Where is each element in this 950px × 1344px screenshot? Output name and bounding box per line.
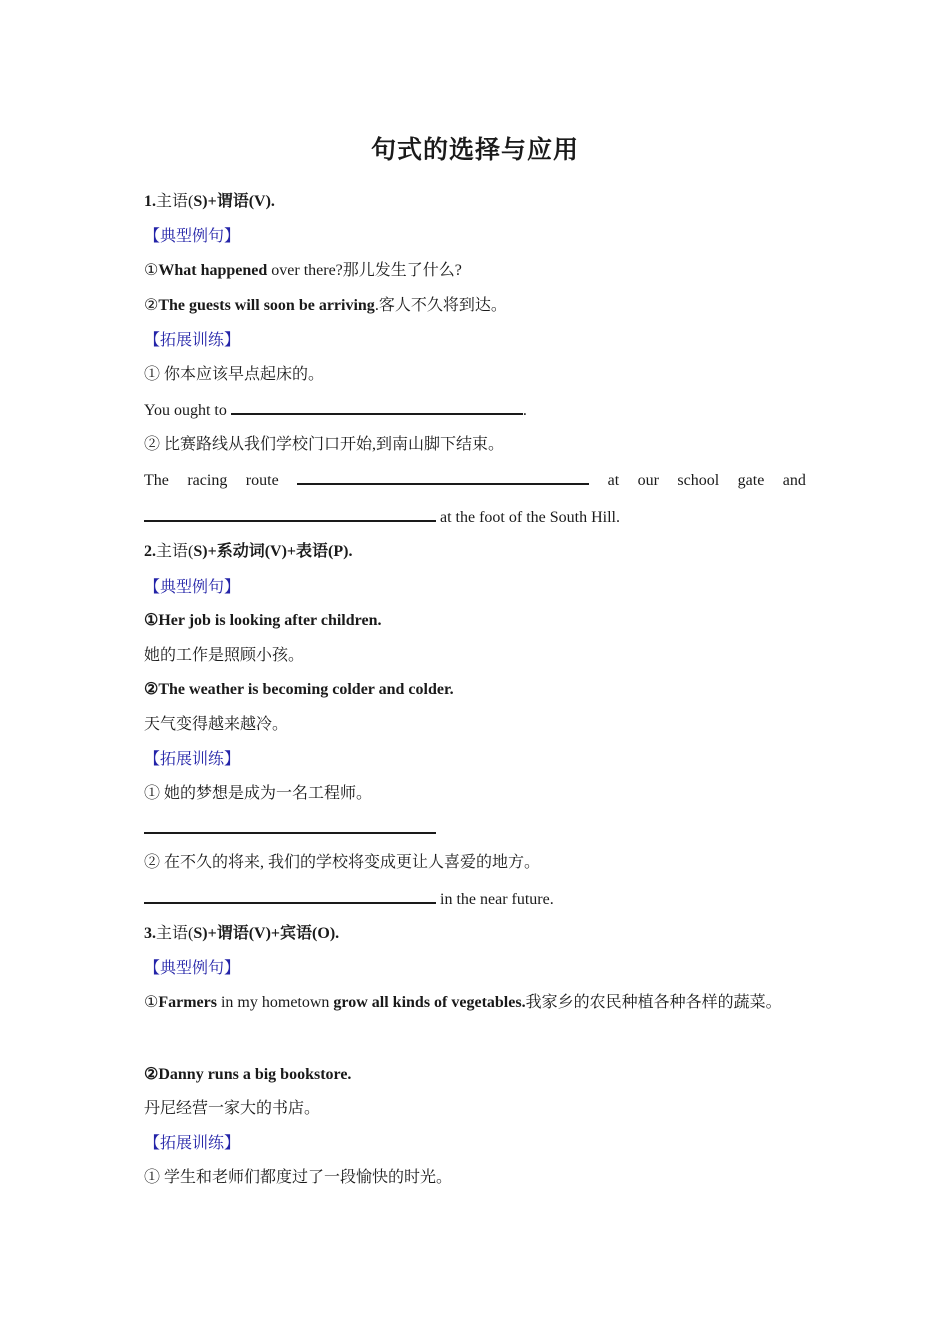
section-number: 3. <box>144 925 156 942</box>
heading-text: 主语( <box>156 925 194 942</box>
sentence-text: in the near future. <box>436 891 554 908</box>
example-sentence-1 <box>144 260 462 282</box>
example-translation-1: 她的工作是照顾小孩。 <box>144 647 305 664</box>
exercise-prompt: ② 在不久的将来, 我们的学校将变成更让人喜爱的地方。 <box>144 854 541 871</box>
circle-number: ② <box>144 297 159 314</box>
word: school <box>677 472 720 489</box>
sentence-text: in my hometown <box>216 994 334 1011</box>
example-sentence-1: ①Her job is looking after children. <box>144 612 382 629</box>
example-translation-2: 丹尼经营一家大的书店。 <box>144 1100 321 1117</box>
exercise-answer-line <box>144 399 527 422</box>
heading-symbol-s: S <box>193 925 203 942</box>
word: racing <box>187 472 228 489</box>
example-tag: 【典型例句】 <box>144 960 241 977</box>
circle-number: ① <box>144 994 159 1011</box>
sentence-text: . <box>522 402 527 419</box>
training-tag: 【拓展训练】 <box>144 332 241 349</box>
heading-text: ). <box>329 925 340 942</box>
heading-symbol-s: S <box>193 543 203 560</box>
word: route <box>245 472 279 489</box>
training-tag: 【拓展训练】 <box>144 1135 241 1152</box>
sentence-text: You ought to <box>144 402 231 419</box>
exercise-prompt: ① 你本应该早点起床的。 <box>144 366 325 383</box>
heading-symbol-p: P <box>333 543 344 560</box>
exercise-answer-line-justified <box>144 469 806 492</box>
word: gate <box>737 472 765 489</box>
heading-text: ). <box>265 193 275 210</box>
heading-symbol-s: S <box>193 193 203 210</box>
exercise-answer-line <box>144 818 436 841</box>
answer-blank[interactable] <box>144 888 436 904</box>
example-sentence-2: ②The weather is becoming colder and colder. <box>144 681 454 698</box>
training-tag: 【拓展训练】 <box>144 751 241 768</box>
section-2-heading <box>144 541 352 563</box>
example-translation-2: 天气变得越来越冷。 <box>144 716 289 733</box>
word: at <box>607 472 620 489</box>
bold-phrase: grow all kinds of vegetables. <box>333 994 526 1011</box>
example-tag: 【典型例句】 <box>144 579 241 596</box>
section-3-heading <box>144 923 339 945</box>
example-tag: 【典型例句】 <box>144 228 241 245</box>
circle-number: ① <box>144 262 159 279</box>
heading-text: )+系动词( <box>202 543 271 560</box>
heading-symbol-v: V <box>254 193 266 210</box>
heading-symbol-o: O <box>317 925 330 942</box>
section-number: 2. <box>144 543 156 560</box>
heading-text: )+表语( <box>281 543 334 560</box>
sentence-text: over there?那儿发生了什么? <box>267 262 462 279</box>
heading-text: ). <box>343 543 353 560</box>
answer-blank[interactable] <box>297 469 589 485</box>
sentence-text: .客人不久将到达。 <box>374 297 507 314</box>
heading-text: )+宾语( <box>265 925 318 942</box>
heading-text: 主语( <box>156 193 194 210</box>
bold-phrase: What happened <box>158 262 268 279</box>
sentence-translation: 我家乡的农民种植各种各样的蔬菜。 <box>525 994 782 1011</box>
sentence-text: at the foot of the South Hill. <box>436 509 620 526</box>
answer-blank[interactable] <box>144 506 436 522</box>
word: The <box>144 472 169 489</box>
example-sentence-1 <box>144 992 782 1014</box>
exercise-prompt: ① 学生和老师们都度过了一段愉快的时光。 <box>144 1169 453 1186</box>
heading-text: )+谓语( <box>202 925 255 942</box>
example-sentence-2: ②Danny runs a big bookstore. <box>144 1066 352 1083</box>
section-1-heading <box>144 191 275 213</box>
bold-phrase: Farmers <box>158 994 217 1011</box>
exercise-answer-line <box>144 888 554 911</box>
answer-blank[interactable] <box>231 399 523 415</box>
example-sentence-2 <box>144 295 507 317</box>
heading-symbol-v: V <box>270 543 282 560</box>
section-number: 1. <box>144 193 156 210</box>
heading-text: )+谓语( <box>202 193 255 210</box>
heading-symbol-v: V <box>254 925 266 942</box>
word: and <box>782 472 806 489</box>
bold-phrase: The guests will soon be arriving <box>158 297 375 314</box>
word: our <box>637 472 659 489</box>
exercise-answer-line <box>144 506 620 529</box>
exercise-prompt: ① 她的梦想是成为一名工程师。 <box>144 785 373 802</box>
answer-blank[interactable] <box>144 818 436 834</box>
heading-text: 主语( <box>156 543 194 560</box>
page-title: 句式的选择与应用 <box>370 137 579 164</box>
exercise-prompt: ② 比赛路线从我们学校门口开始,到南山脚下结束。 <box>144 436 505 453</box>
